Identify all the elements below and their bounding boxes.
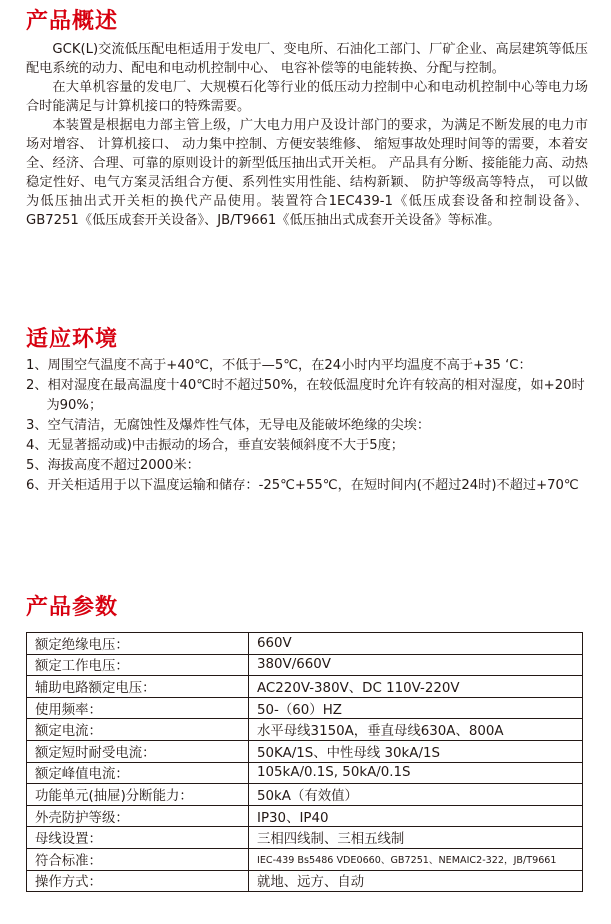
environment-list	[26, 356, 588, 496]
param-value: IP30、IP40	[249, 805, 583, 827]
overview-heading: 产品概述	[26, 9, 119, 34]
param-value: 三相四线制、三相五线制	[249, 827, 583, 849]
overview-section	[26, 40, 588, 230]
table-row	[27, 740, 583, 762]
parameters-heading: 产品参数	[26, 595, 119, 620]
param-value: AC220V-380V、DC 110V-220V	[249, 676, 583, 698]
table-row	[27, 633, 583, 655]
param-label: 额定峰值电流：	[27, 762, 249, 784]
environment-heading: 适应环境	[26, 327, 119, 352]
param-label: 使用频率：	[27, 697, 249, 719]
param-value: 50KA/1S、中性母线 30kA/1S	[249, 740, 583, 762]
param-value: 水平母线3150A，垂直母线630A、800A	[249, 719, 583, 741]
param-value: 50-（60）HZ	[249, 697, 583, 719]
param-value: 50kA（有效值）	[249, 784, 583, 806]
param-label: 母线设置：	[27, 827, 249, 849]
param-label: 辅助电路额定电压：	[27, 676, 249, 698]
environment-item: 5、海拔高度不超过2000米：	[26, 458, 200, 473]
param-label: 额定绝缘电压：	[27, 633, 249, 655]
param-value: 660V	[249, 633, 583, 655]
environment-item: 6、开关柜适用于以下温度运输和储存：-25℃+55℃，在短时间内(不超过24时)不超过+70℃	[26, 478, 579, 493]
table-row	[27, 697, 583, 719]
param-value: 105kA/0.1S, 50kA/0.1S	[249, 762, 583, 784]
table-row	[27, 762, 583, 784]
param-label: 外壳防护等级：	[27, 805, 249, 827]
param-value: 380V/660V	[249, 654, 583, 676]
table-row	[27, 827, 583, 849]
param-label: 额定工作电压：	[27, 654, 249, 676]
environment-item: 3、空气清洁，无腐蚀性及爆炸性气体，无导电及能破坏绝缘的尖埃：	[26, 418, 431, 433]
param-label: 操作方式：	[27, 870, 249, 892]
environment-item: 1、周围空气温度不高于+40℃，不低于—5℃，在24小时内平均温度不高于+35 ‘C：	[26, 358, 532, 373]
param-label: 额定电流：	[27, 719, 249, 741]
table-row	[27, 654, 583, 676]
parameters-table	[26, 632, 583, 892]
table-row	[27, 719, 583, 741]
table-row	[27, 848, 583, 870]
table-row	[27, 870, 583, 892]
param-label: 符合标准：	[27, 848, 249, 870]
table-row	[27, 805, 583, 827]
environment-item: 4、无显著摇动或)中击振动的场合，垂直安装倾斜度不大于5度；	[26, 438, 404, 453]
overview-paragraph: GCK(L)交流低压配电柜适用于发电厂、变电所、石油化工部门、厂矿企业、高层建筑等低压配电系统的动力、配电和电动机控制中心、 电容补偿等的电能转换、分配与控制。	[26, 42, 588, 76]
param-label: 额定短时耐受电流：	[27, 740, 249, 762]
overview-paragraph: 在大单机容量的发电厂、大规模石化等行业的低压动力控制中心和电动机控制中心等电力场合时能满足与计算机接口的特殊需要。	[26, 80, 588, 114]
overview-paragraph: 本装置是根据电力部主管上级，广大电力用户及设计部门的要求，为满足不断发展的电力市场对增容、 计算机接口、 动力集中控制、方便安装维修、 缩短事故处理时间等的需要，本着安全、经济、合理、可靠的原则设计的新型低压抽出式开关柜。 产品具有分断、接能能力高、动热稳定性好、电气方案灵活组合方便、系列性实用性能、结构新颖、 防护等级高等特点， 可以做为低压抽出式开关柜的换代产品使用。装置符合1EC439-1《低压成套设备和控制设备》、GB7251《低压成套开关设备》、JB/T9661《低压抽出式成套开关设备》等标准。	[26, 118, 588, 228]
table-row	[27, 784, 583, 806]
param-value: IEC-439 Bs5486 VDE0660、GB7251、NEMAIC2-322，JB/T9661	[249, 848, 583, 870]
table-row	[27, 676, 583, 698]
param-label: 功能单元(抽屉)分断能力：	[27, 784, 249, 806]
environment-item: 2、相对湿度在最高温度十40℃时不超过50%，在较低温度时允许有较高的相对湿度，如+20时为90%；	[26, 378, 585, 413]
param-value: 就地、远方、自动	[249, 870, 583, 892]
